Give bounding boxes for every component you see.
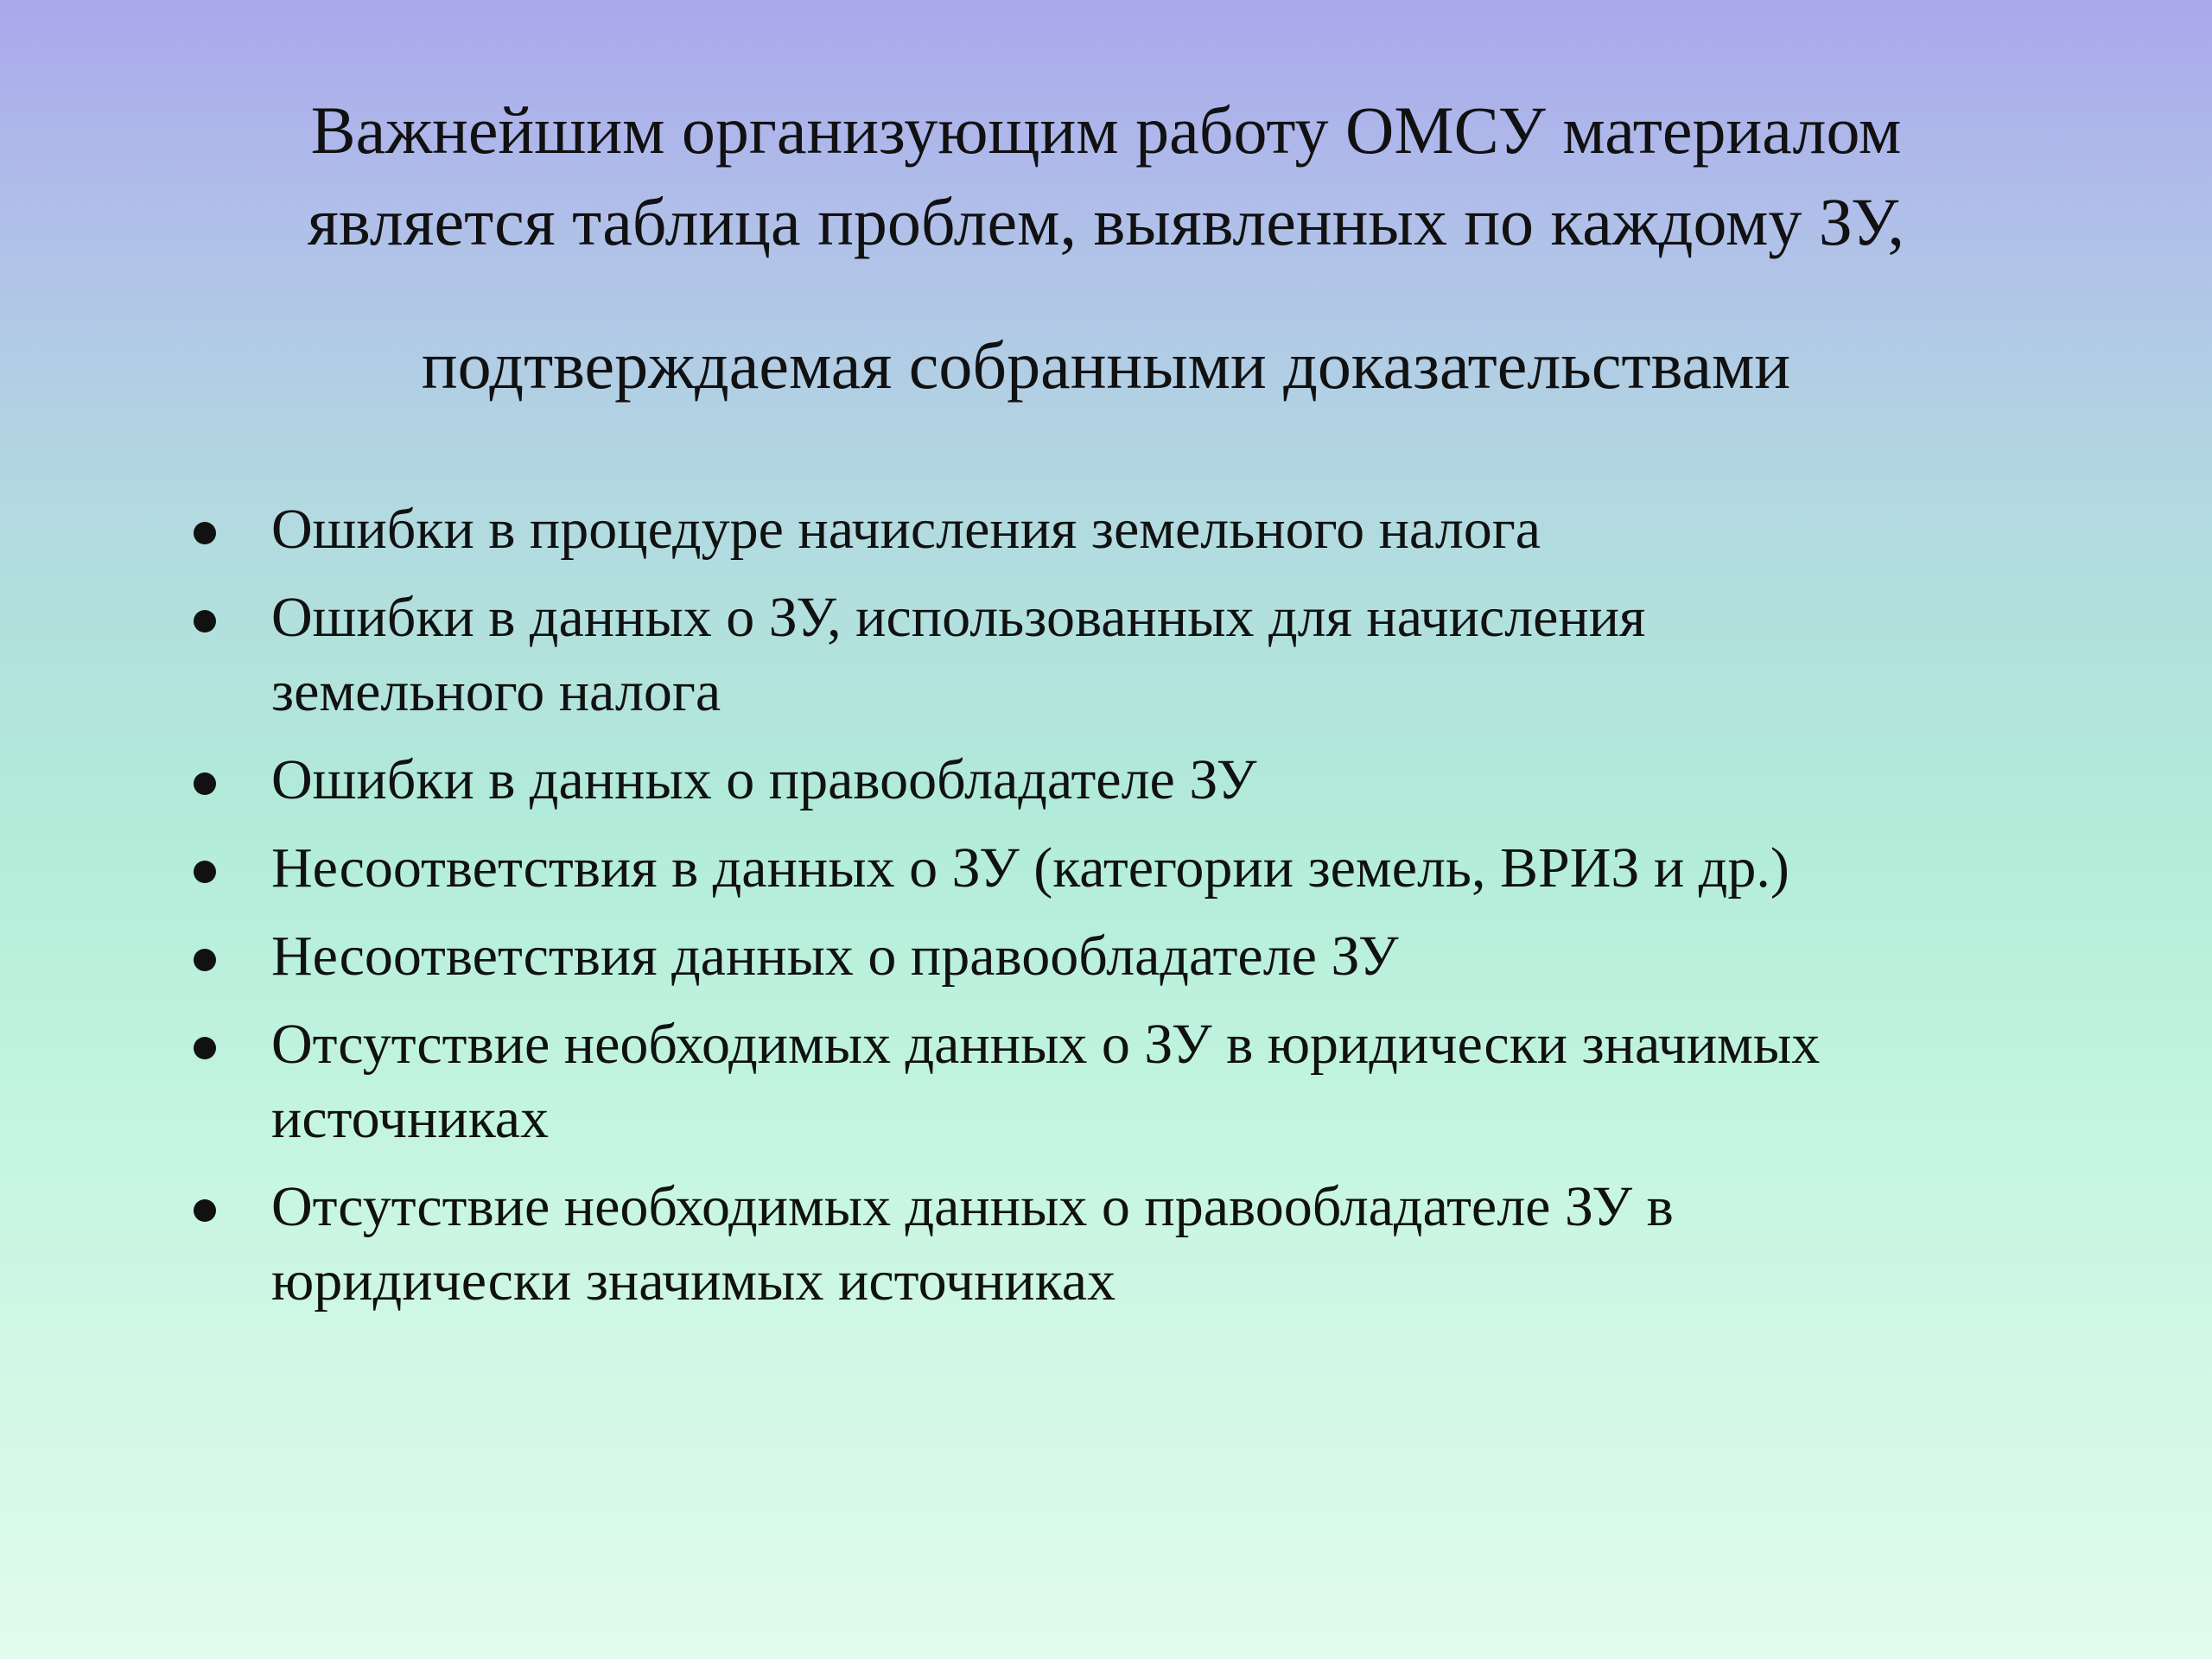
slide-subtitle: подтверждаемая собранными доказательствами (421, 327, 1791, 403)
bullet-dot-icon (194, 522, 216, 544)
bullet-item-1 (0, 493, 1999, 567)
bullet-text-line: Отсутствие необходимых данных о ЗУ в юридически значимых (271, 1013, 1821, 1076)
bullet-dot-icon (194, 772, 216, 795)
bullet-dot-icon (194, 949, 216, 971)
title-line-1: Важнейшим организующим работу ОМСУ материалом (310, 92, 1902, 168)
bullet-text-line: Ошибки в данных о ЗУ, использованных для начисления (271, 586, 1646, 649)
bullet-dot-icon (194, 1037, 216, 1059)
bullet-item-5 (0, 919, 1999, 994)
bullet-text-line: источниках (271, 1087, 550, 1150)
bullet-text-line: Отсутствие необходимых данных о правообладателе ЗУ в (271, 1175, 1674, 1238)
bullet-item-4 (0, 831, 1999, 906)
bullet-text-line: Ошибки в процедуре начисления земельного налога (271, 498, 1541, 561)
bullet-text-line: земельного налога (271, 660, 721, 723)
bullet-text-line: Ошибки в данных о правообладателе ЗУ (271, 748, 1257, 811)
bullet-list (0, 493, 1999, 1332)
bullet-dot-icon (194, 861, 216, 883)
title-line-2: является таблица проблем, выявленных по каждому ЗУ, (308, 184, 1904, 259)
bullet-item-7 (0, 1170, 1999, 1319)
bullet-text-line: юридически значимых источниках (271, 1249, 1116, 1313)
bullet-text-line: Несоответствия данных о правообладателе ЗУ (271, 925, 1399, 988)
bullet-item-2 (0, 581, 1999, 729)
bullet-item-6 (0, 1007, 1999, 1156)
slide-title (104, 85, 2108, 268)
bullet-item-3 (0, 743, 1999, 817)
bullet-dot-icon (194, 1199, 216, 1222)
bullet-dot-icon (194, 610, 216, 632)
bullet-text-line: Несоответствия в данных о ЗУ (категории земель, ВРИЗ и др.) (271, 836, 1789, 899)
